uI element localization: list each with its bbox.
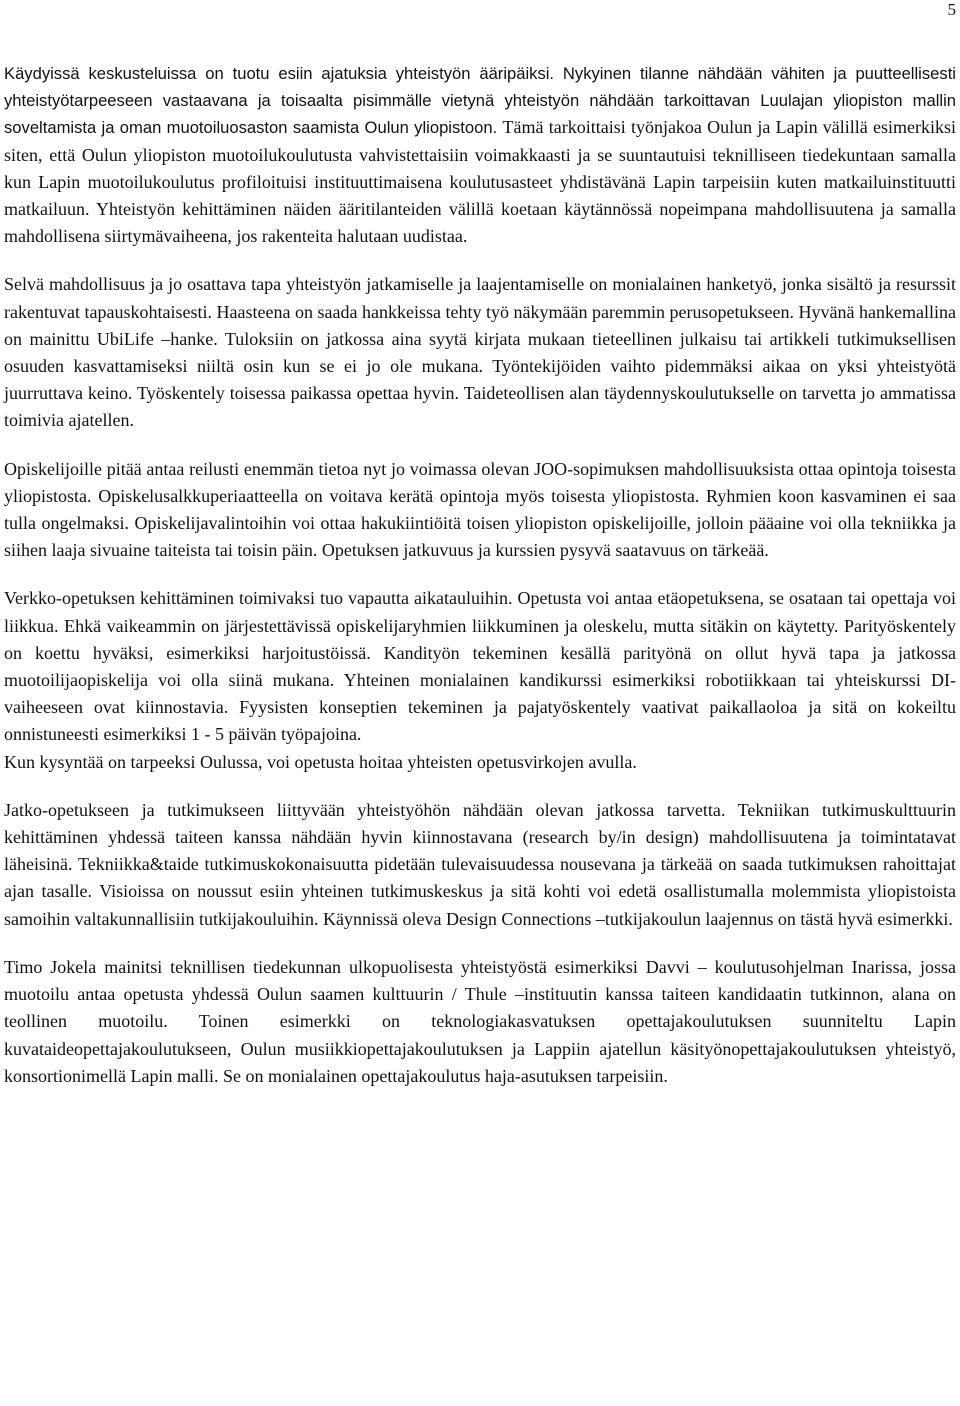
paragraph [4,456,956,565]
paragraph-text: Tämä tarkoittaisi työnjakoa Oulun ja Lapin välillä esimerkiksi siten, että Oulun yliopiston muotoilukoulutusta vahvistettaisiin voimakkaasti ja se suuntautuisi teknilliseen tiedekuntaan samalla kun Lapin muotoilukoulutus profiloituisi instituuttimaisena koulutusasteet yhdistävänä Lapin tarpeisiin kuten matkailuinstituutti matkailuun. Yhteistyön kehittäminen näiden ääritilanteiden välillä koetaan käytännössä nopeimpana mahdollisuutena ja samalla mahdollisena siirtymävaiheena, jos rakenteita halutaan uudistaa. [4,117,956,247]
paragraph-text: Jatko-opetukseen ja tutkimukseen liittyvään yhteistyöhön nähdään olevan jatkossa tarvetta. Tekniikan tutkimuskulttuurin kehittäminen yhdessä taiteen kanssa nähdään hyvin kiinnostavana (research by/in design) mahdollisuutena ja toimintatavat läheisinä. Tekniikka&taide tutkimuskokonaisuutta pidetään tulevaisuudessa nousevana ja tärkeää on saada tutkimuksen rahoittajat ajan tasalle. Visioissa on noussut esiin yhteinen tutkimuskeskus ja sitä kohti voi edetä osallistumalla molemmista yliopistoista samoihin valtakunnallisiin tutkijakouluihin. Käynnissä oleva Design Connections –tutkijakoulun laajennus on tästä hyvä esimerkki. [4,799,956,929]
paragraph [4,60,956,250]
paragraph-text: Selvä mahdollisuus ja jo osattava tapa yhteistyön jatkamiselle ja laajentamiselle on monialainen hanketyö, jonka sisältö ja resurssit rakentuvat tapauskohtaisesti. Haasteena on saada hankkeissa tehty työ näkymään paremmin perusopetukseen. Hyvänä hankemallina on mainittu UbiLife –hanke. Tuloksiin on jatkossa aina syytä kirjata mukaan tieteellinen julkaisu tai artikkeli tutkimuksellisen osuuden kasvattamiseksi niiltä osin kun se ei jo ole mukana. Työntekijöiden vaihto pidemmäksi aikaa on yksi yhteistyötä juurruttava keino. Työskentely toisessa paikassa opettaa hyvin. Taideteollisen alan täydennyskoulutukselle on tarvetta jo ammatissa toimivia ajatellen. [4,274,956,431]
paragraph [4,585,956,748]
paragraph [4,797,956,933]
paragraph-text: Verkko-opetuksen kehittäminen toimivaksi tuo vapautta aikatauluihin. Opetusta voi antaa etäopetuksena, se osataan tai opettaja voi liikkua. Ehkä vaikeammin on järjestettävissä opiskelijaryhmien liikkuminen ja oleskelu, mutta sitäkin on käytetty. Parityöskentely on koettu hyväksi, esimerkiksi harjoitustöissä. Kandityön tekeminen kesällä parityönä on ollut hyvä tapa ja jatkossa muotoilijaopiskelija voi olla siinä mukana. Yhteinen monialainen kandikurssi esimerkiksi robotiikkaan tai yhteiskurssi DI-vaiheeseen ovat kiinnostavia. Fyysisten konseptien tekeminen ja pajatyöskentely vaativat paikallaoloa ja sitä on kokeiltu onnistuneesti esimerkiksi 1 - 5 päivän työpajoina. [4,588,956,745]
paragraph [4,271,956,434]
paragraph-text: Opiskelijoille pitää antaa reilusti enemmän tietoa nyt jo voimassa olevan JOO-sopimuksen mahdollisuuksista ottaa opintoja toisesta yliopistosta. Opiskelusalkkuperiaatteella on voitava kerätä opintoja myös toisesta yliopistosta. Ryhmien koon kasvaminen ei saa tulla ongelmaksi. Opiskelijavalintoihin voi ottaa hakukiintiöitä toisen yliopiston opiskelijoille, jolloin pääaine voi olla tekniikka ja siihen laaja sivuaine taiteista tai toisin päin. Opetuksen jatkuvuus ja kurssien pysyvä saatavuus on tärkeää. [4,458,956,561]
document-body [4,60,956,1111]
paragraph [4,954,956,1090]
paragraph-text: Kun kysyntää on tarpeeksi Oulussa, voi opetusta hoitaa yhteisten opetusvirkojen avulla. [4,751,637,772]
paragraph [4,749,956,776]
paragraph-text: Timo Jokela mainitsi teknillisen tiedekunnan ulkopuolisesta yhteistyöstä esimerkiksi Davvi – koulutusohjelman Inarissa, jossa muotoilu antaa opetusta yhdessä Oulun saamen kulttuurin / Thule –instituutin kanssa taiteen kandidaatin tutkinnon, alana on teollinen muotoilu. Toinen esimerkki on teknologiakasvatuksen opettajakoulutuksen suunniteltu Lapin kuvataideopettajakoulutukseen, Oulun musiikkiopettajakoulutuksen ja Lappiin ajatellun käsityönopettajakoulutuksen yhteistyö, konsortionimellä Lapin malli. Se on monialainen opettajakoulutus haja-asutuksen tarpeisiin. [4,956,956,1086]
page-number: 5 [947,0,956,19]
paragraph-text: Käydyissä keskusteluissa on tuotu esiin ajatuksia yhteistyön ääripäiksi. Nykyinen tilanne nähdään vähiten ja puutteellisesti yhteistyötarpeeseen vastaavana ja toisaalta pisimmälle vietynä yhteistyön nähdään tarkoittavan Luulajan yliopiston mallin soveltamista ja oman muotoiluosaston saamista Oulun yliopistoon. [4,64,956,138]
